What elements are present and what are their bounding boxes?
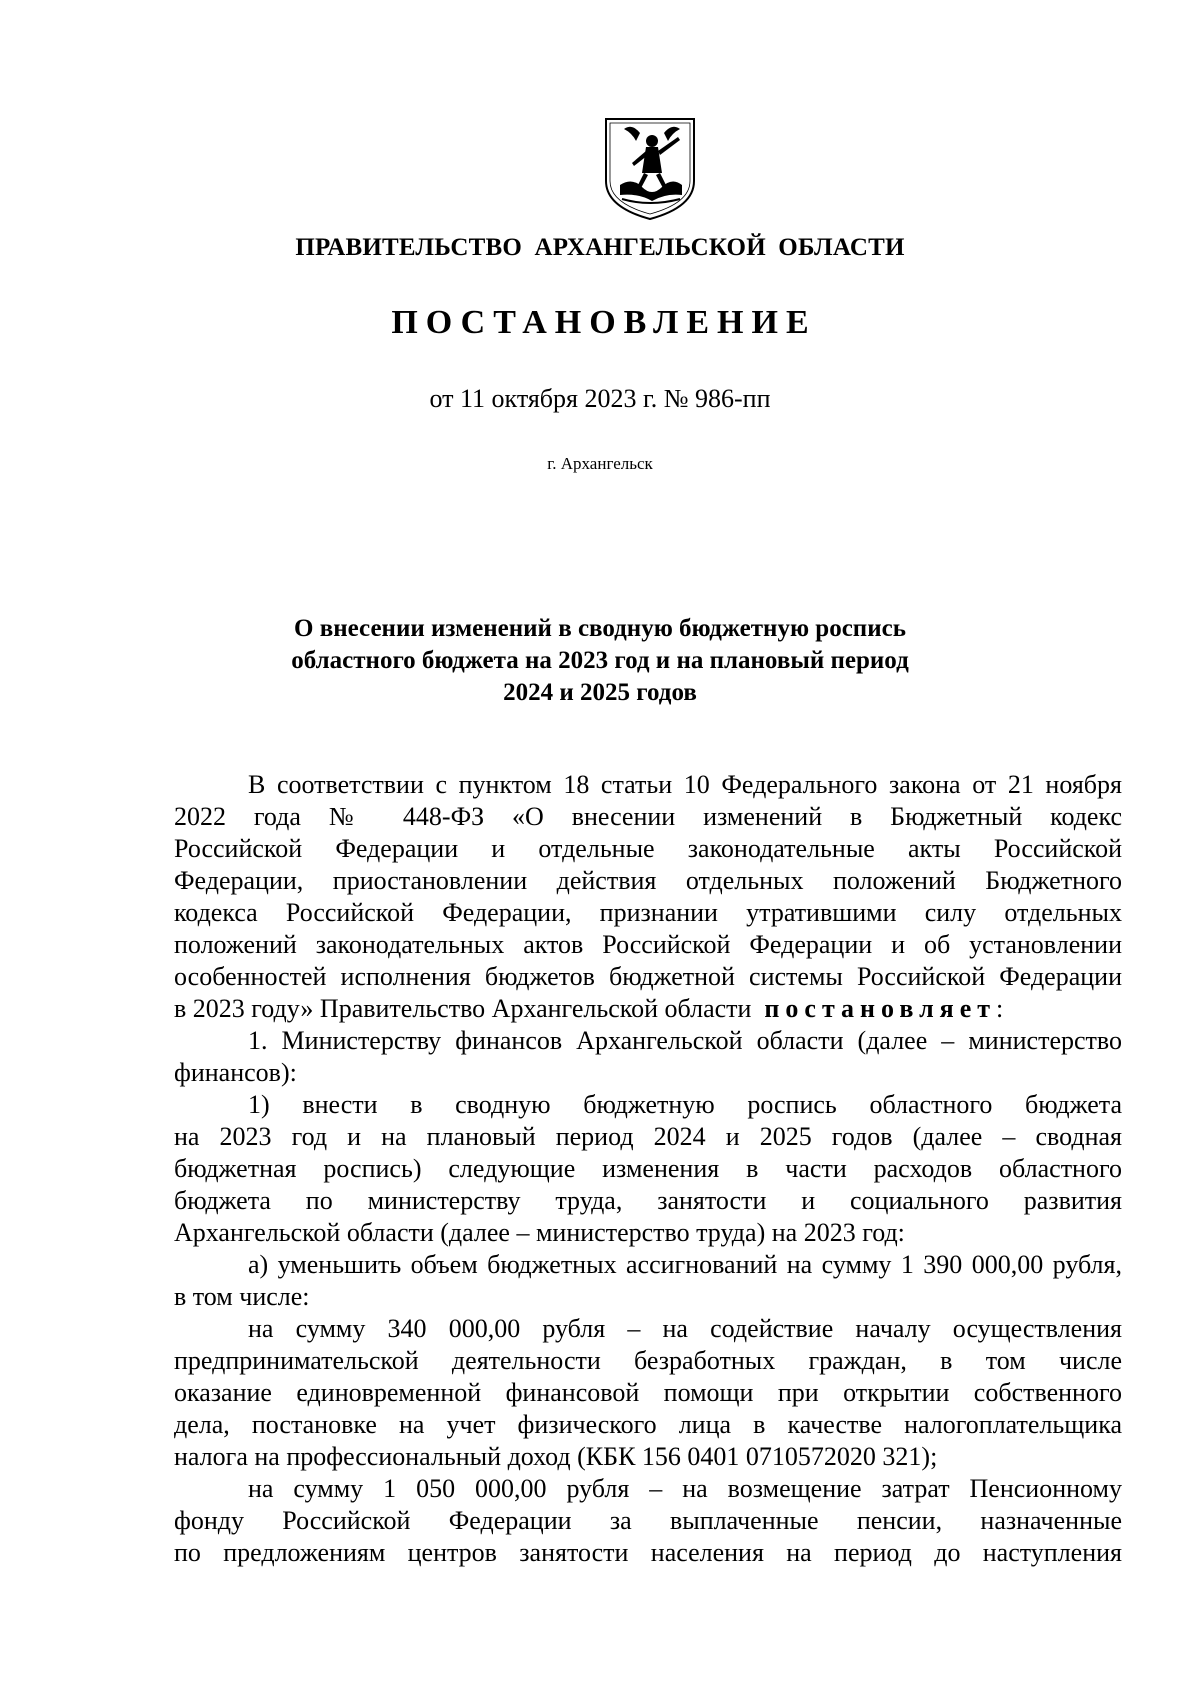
document-title-line: 2024 и 2025 годов: [503, 679, 697, 706]
body-line: В соответствии с пунктом 18 статьи 10 Федерального закона от 21 ноября: [248, 770, 1122, 799]
body-line: бюджета по министерству труда, занятости и социального развития: [174, 1186, 1122, 1215]
body-line: Архангельской области (далее – министерство труда) на 2023 год:: [174, 1218, 905, 1247]
body-line: положений законодательных актов Российской Федерации и об установлении: [174, 930, 1122, 959]
body-line: а) уменьшить объем бюджетных ассигнований на сумму 1 390 000,00 рубля,: [248, 1250, 1122, 1279]
body-line: на сумму 1 050 000,00 рубля – на возмещение затрат Пенсионному: [248, 1474, 1122, 1503]
body-line: на 2023 год и на плановый период 2024 и 2025 годов (далее – сводная: [174, 1122, 1122, 1151]
preamble-prefix: в 2023 году» Правительство Архангельской области: [174, 994, 752, 1023]
document-date-number: от 11 октября 2023 г. № 986-пп: [429, 384, 771, 413]
organization-name: ПРАВИТЕЛЬСТВО АРХАНГЕЛЬСКОЙ ОБЛАСТИ: [295, 234, 905, 261]
body-line: 2022 года № 448-ФЗ «О внесении изменений в Бюджетный кодекс: [174, 802, 1122, 831]
body-line: Федерации, приостановлении действия отдельных положений Бюджетного: [174, 866, 1122, 895]
body-line: на сумму 340 000,00 рубля – на содействие началу осуществления: [248, 1314, 1122, 1343]
body-line: 1. Министерству финансов Архангельской области (далее – министерство: [248, 1026, 1122, 1055]
body-line: кодекса Российской Федерации, признании утратившими силу отдельных: [174, 898, 1122, 927]
preamble-suffix: :: [996, 994, 1004, 1023]
document-city: г. Архангельск: [547, 454, 653, 473]
body-line: особенностей исполнения бюджетов бюджетной системы Российской Федерации: [174, 962, 1122, 991]
body-line: налога на профессиональный доход (КБК 156 0401 0710572020 321);: [174, 1442, 938, 1471]
resolves-verb: постановляет: [764, 994, 997, 1023]
coat-of-arms-icon: [602, 115, 698, 223]
document-type: ПОСТАНОВЛЕНИЕ: [391, 304, 817, 341]
body-line: 1) внести в сводную бюджетную роспись областного бюджета: [248, 1090, 1122, 1119]
body-line: оказание единовременной финансовой помощи при открытии собственного: [174, 1378, 1122, 1407]
document-body: [174, 769, 1122, 1569]
document-title-line: О внесении изменений в сводную бюджетную роспись: [294, 615, 906, 642]
body-line: предпринимательской деятельности безработных граждан, в том числе: [174, 1346, 1122, 1375]
document-title: [0, 613, 1200, 709]
body-line: бюджетная роспись) следующие изменения в части расходов областного: [174, 1154, 1122, 1183]
body-line: дела, постановке на учет физического лица в качестве налогоплательщика: [174, 1410, 1122, 1439]
body-line: [174, 993, 1122, 1025]
body-line: в том числе:: [174, 1282, 310, 1311]
body-line: Российской Федерации и отдельные законодательные акты Российской: [174, 834, 1122, 863]
body-line: финансов):: [174, 1058, 297, 1087]
body-line: по предложениям центров занятости населения на период до наступления: [174, 1538, 1122, 1567]
document-title-line: областного бюджета на 2023 год и на плановый период: [291, 647, 909, 674]
body-line: фонду Российской Федерации за выплаченные пенсии, назначенные: [174, 1506, 1122, 1535]
